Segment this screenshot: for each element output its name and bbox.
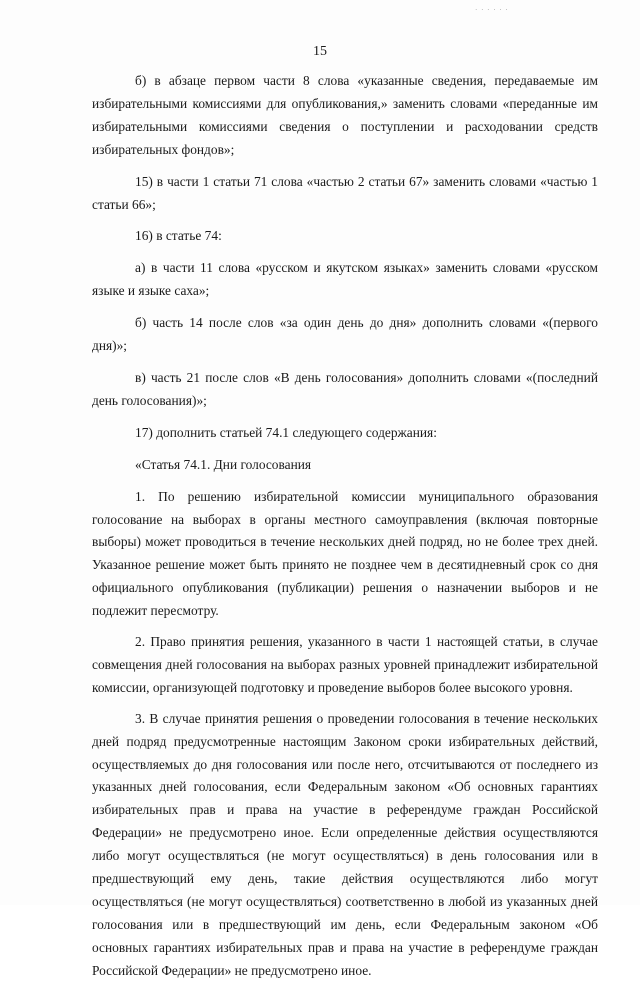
- paragraph-article-part-3: 3. В случае принятия решения о проведении голосования в течение нескольких дней подряд предусмотренные настоящим Законом сроки избирательных действий, осуществляемых до дня голосования или после него, отсчитываются от последнего из указанных дней голосования, если Федеральным законом «Об основных гарантиях избирательных прав и права на участие в референдуме граждан Российской Федерации» не предусмотрено иное. Если определенные действия осуществляются либо могут осуществляться (не могут осуществляться) в день голосования или в предшествующий ему день, такие действия осуществляются либо могут осуществляться (не могут осуществляться) соответственно в любой из указанных дней голосования или в предшествующий им день, если Федеральным законом «Об основных гарантиях избирательных прав и права на участие в референдуме граждан Российской Федерации» не предусмотрено иное.: [92, 710, 598, 978]
- paragraph-article-part-2: 2. Право принятия решения, указанного в части 1 настоящей статьи, в случае совмещения дней голосования на выборах разных уровней принадлежит избирательной комиссии, организующей подготовку и проведение выборов более высокого уровня.: [92, 634, 598, 695]
- paragraph-item-16-v: в) часть 21 после слов «В день голосования» дополнить словами «(последний день голосования)»;: [92, 369, 598, 408]
- article-heading: «Статья 74.1. Дни голосования: [135, 456, 312, 472]
- document-body: [92, 70, 598, 983]
- paragraph-article-part-1: 1. По решению избирательной комиссии муниципального образования голосование на выборах в органы местного самоуправления (включая повторные выборы) может проводиться в течение нескольких дней подряд, но не более трех дней. Указанное решение может быть принято не позднее чем в десятидневный срок со дня официального опубликования (публикации) решения о назначении выборов и не подлежит пересмотру.: [92, 488, 598, 619]
- corner-mark: · · · · · ·: [475, 6, 509, 14]
- page-number: 15: [313, 44, 327, 59]
- paragraph-item-16-b: б) часть 14 после слов «за один день до дня» дополнить словами «(первого дня)»;: [92, 315, 598, 354]
- paragraph-item-17: 17) дополнить статьей 74.1 следующего содержания:: [135, 424, 437, 440]
- paragraph-item-15: 15) в части 1 статьи 71 слова «частью 2 статьи 67» заменить словами «частью 1 статьи 66»;: [92, 173, 598, 212]
- paragraph-amendment-b-part8: б) в абзаце первом части 8 слова «указанные сведения, передаваемые им избирательными комиссиями для опубликования,» заменить словами «переданные им избирательными комиссиями сведения о поступлении и расходовании средств избирательных фондов»;: [92, 73, 598, 157]
- paragraph-item-16-a: а) в части 11 слова «русском и якутском языках» заменить словами «русском языке и языке саха»;: [92, 260, 598, 299]
- paragraph-item-16: 16) в статье 74:: [135, 228, 222, 244]
